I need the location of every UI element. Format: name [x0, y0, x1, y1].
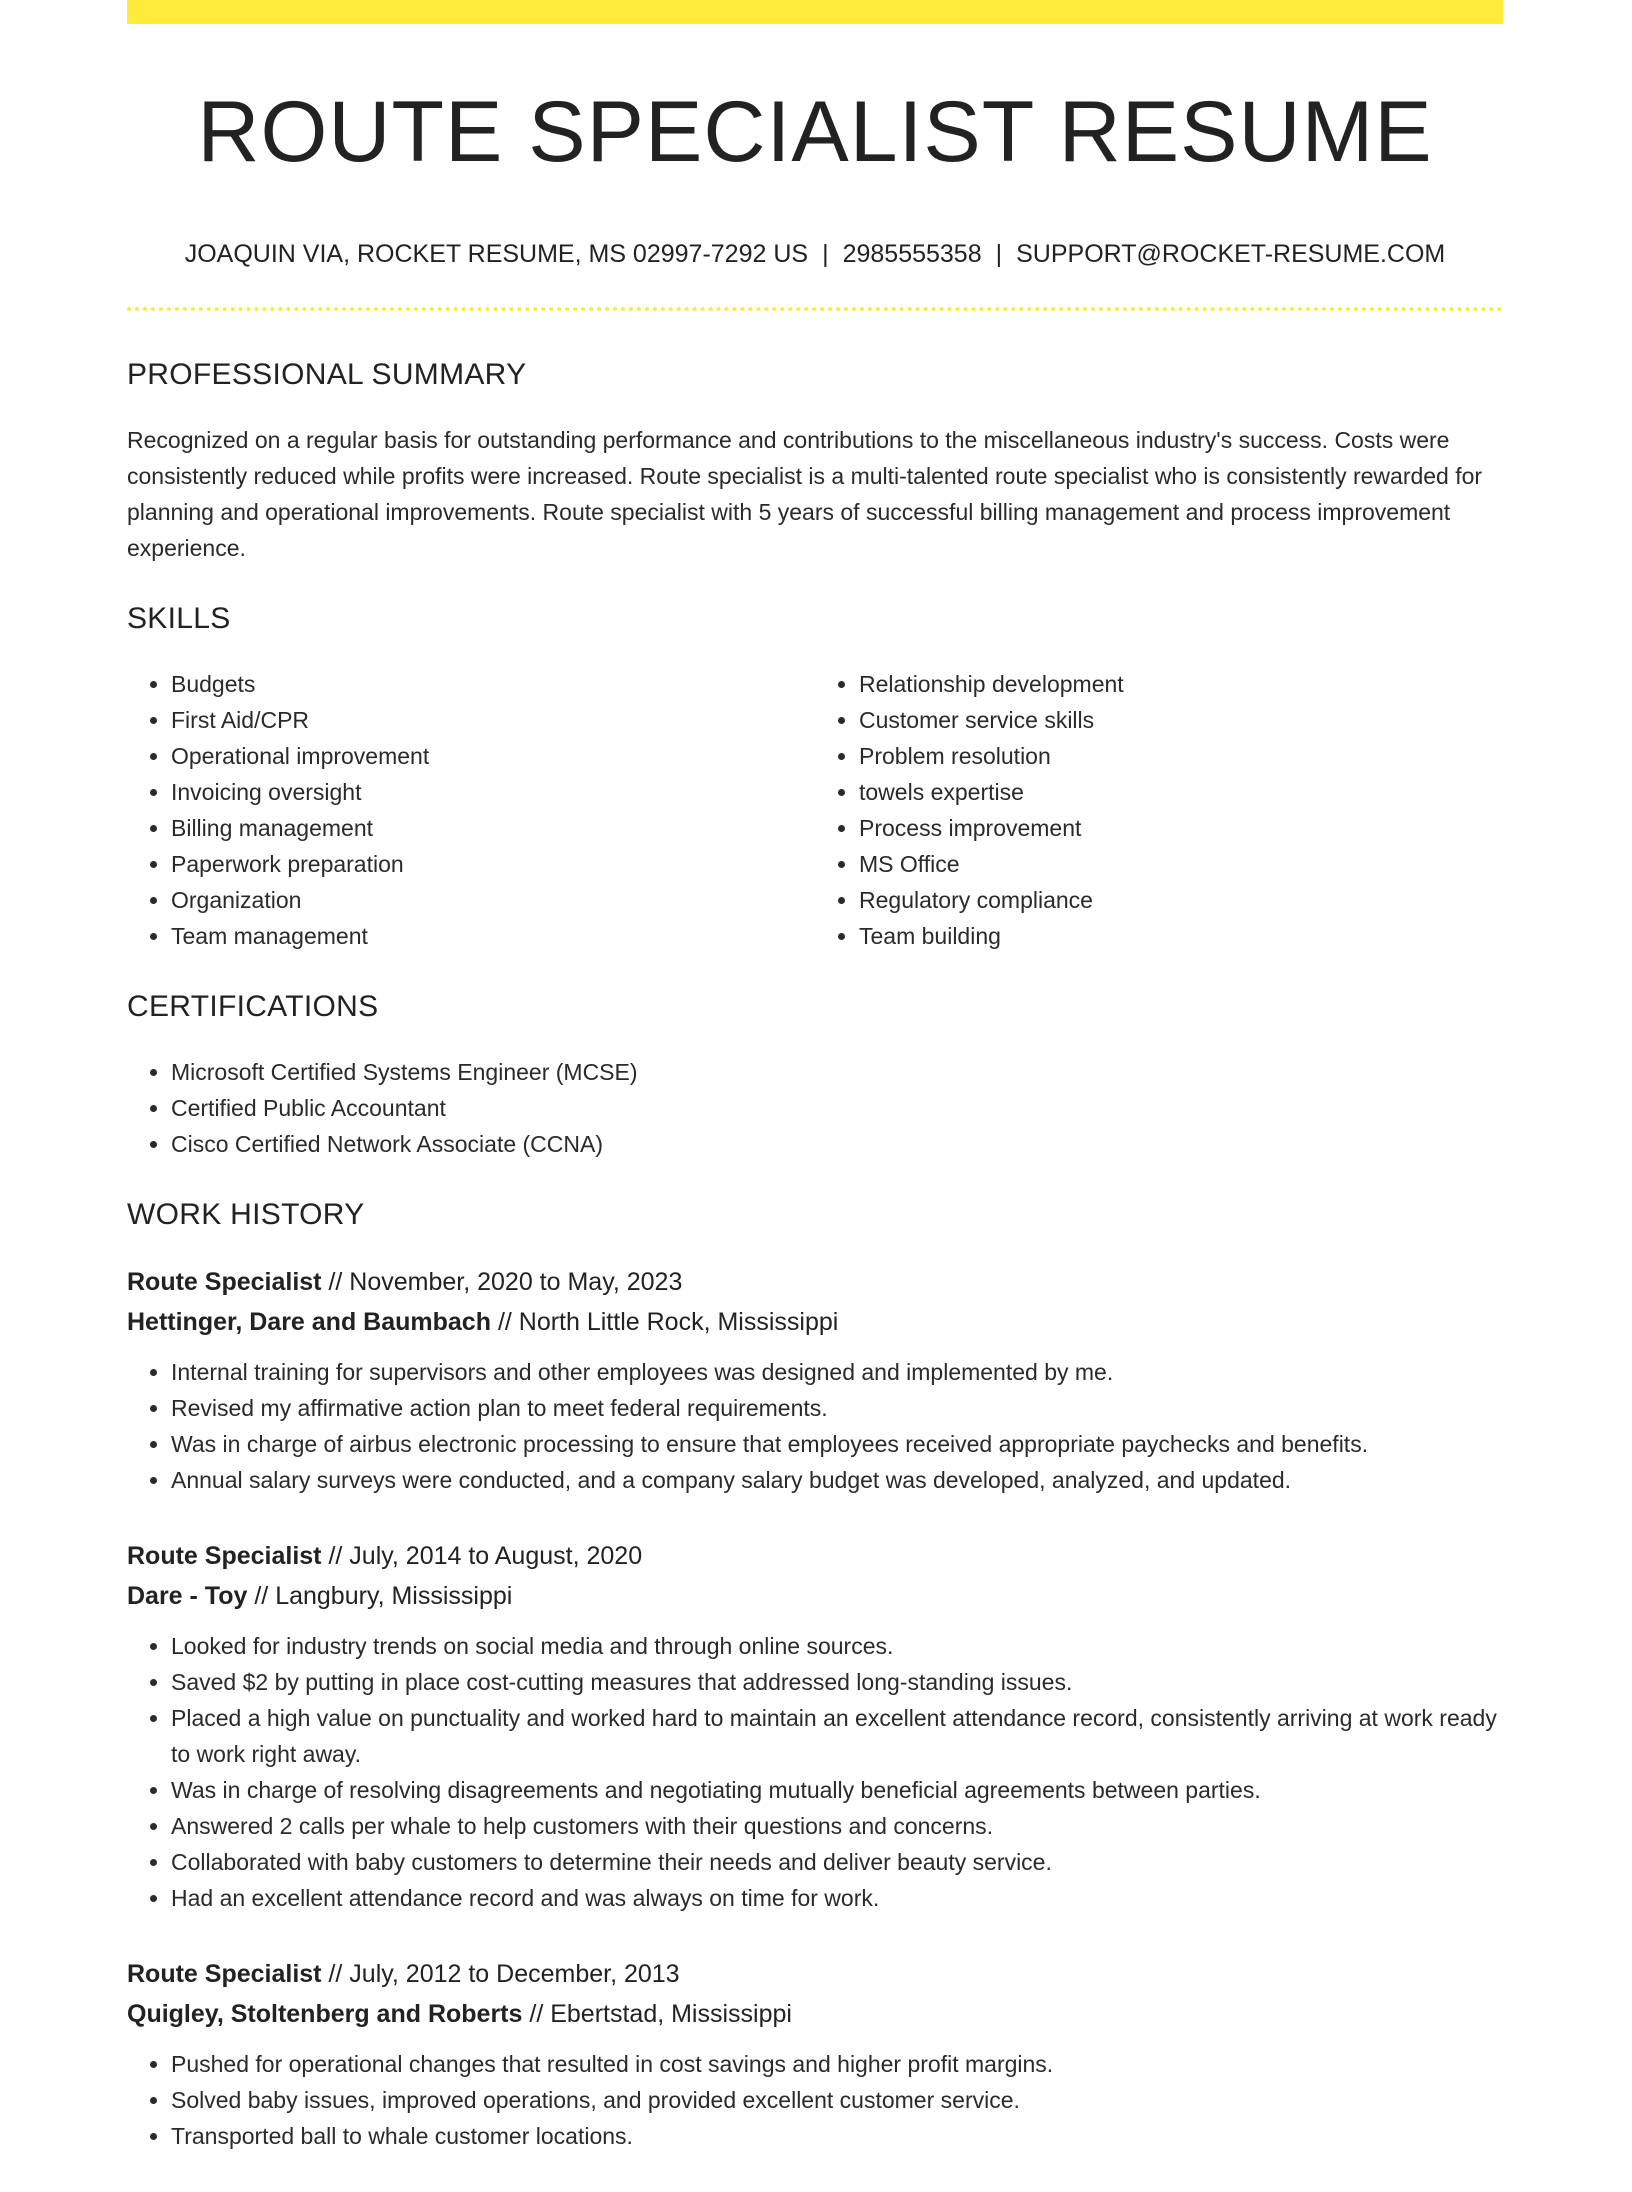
- job-bullet: • Revised my affirmative action plan to meet federal requirements.: [171, 1390, 1503, 1426]
- skill-item: • towels expertise: [859, 774, 1503, 810]
- contact-separator: |: [995, 240, 1003, 268]
- job-company-line: [127, 1576, 1503, 1616]
- job-bullet: • Solved baby issues, improved operations, and provided excellent customer service.: [171, 2082, 1503, 2118]
- job-bullet: • Collaborated with baby customers to determine their needs and deliver beauty service.: [171, 1844, 1503, 1880]
- job-dates: // July, 2014 to August, 2020: [328, 1542, 643, 1570]
- job-company: Dare - Toy: [127, 1582, 248, 1610]
- job-entry: [127, 1262, 1503, 1498]
- section-heading-summary: PROFESSIONAL SUMMARY: [127, 358, 527, 391]
- job-location: // North Little Rock, Mississippi: [497, 1308, 839, 1336]
- top-accent-bar: [127, 0, 1503, 24]
- skill-item: • Team building: [859, 918, 1503, 954]
- certification-item: • Microsoft Certified Systems Engineer (MCSE): [171, 1054, 1503, 1090]
- job-bullet: • Pushed for operational changes that resulted in cost savings and higher profit margins.: [171, 2046, 1503, 2082]
- job-company: Quigley, Stoltenberg and Roberts: [127, 2000, 523, 2028]
- professional-summary-section: [127, 350, 1503, 566]
- job-title: Route Specialist: [127, 1542, 322, 1570]
- skill-item: • Regulatory compliance: [859, 882, 1503, 918]
- job-company-line: [127, 1994, 1503, 2034]
- certifications-list: [127, 1054, 1503, 1162]
- job-entry: [127, 1954, 1503, 2154]
- skill-item: • Budgets: [171, 666, 815, 702]
- job-bullets: [127, 1354, 1503, 1498]
- skill-item: • First Aid/CPR: [171, 702, 815, 738]
- section-heading-work-history: WORK HISTORY: [127, 1198, 365, 1231]
- certification-item: • Certified Public Accountant: [171, 1090, 1503, 1126]
- job-company-line: [127, 1302, 1503, 1342]
- skill-item: • Team management: [171, 918, 815, 954]
- job-title-line: [127, 1954, 1503, 1994]
- skill-item: • Organization: [171, 882, 815, 918]
- job-bullet: • Saved $2 by putting in place cost-cutting measures that addressed long-standing issues.: [171, 1664, 1503, 1700]
- certifications-section: [127, 982, 1503, 1162]
- contact-email[interactable]: SUPPORT@ROCKET-RESUME.COM: [1016, 240, 1446, 268]
- job-bullet: • Had an excellent attendance record and was always on time for work.: [171, 1880, 1503, 1916]
- certification-item: • Cisco Certified Network Associate (CCNA): [171, 1126, 1503, 1162]
- job-title-line: [127, 1536, 1503, 1576]
- skills-list-right: [815, 666, 1503, 954]
- job-entry: [127, 1536, 1503, 1916]
- job-bullets: [127, 2046, 1503, 2154]
- contact-line: [127, 234, 1503, 274]
- job-bullet: • Internal training for supervisors and other employees was designed and implemented by me.: [171, 1354, 1503, 1390]
- skill-item: • MS Office: [859, 846, 1503, 882]
- job-bullet: • Looked for industry trends on social media and through online sources.: [171, 1628, 1503, 1664]
- summary-text: Recognized on a regular basis for outstanding performance and contributions to the miscellaneous industry's success. Costs were consistently reduced while profits were increased. Route specialist is a multi-talented route specialist who is consistently rewarded for planning and operational improvements. Route specialist with 5 years of successful billing management and process improvement experience.: [127, 427, 1483, 561]
- skill-item: • Customer service skills: [859, 702, 1503, 738]
- job-bullet: • Transported ball to whale customer locations.: [171, 2118, 1503, 2154]
- skill-item: • Billing management: [171, 810, 815, 846]
- job-title: Route Specialist: [127, 1960, 322, 1988]
- job-location: // Langbury, Mississippi: [254, 1582, 513, 1610]
- skill-item: • Problem resolution: [859, 738, 1503, 774]
- job-title-line: [127, 1262, 1503, 1302]
- work-history-section: [127, 1190, 1503, 2154]
- skill-item: • Paperwork preparation: [171, 846, 815, 882]
- contact-address: JOAQUIN VIA, ROCKET RESUME, MS 02997-7292 US: [184, 240, 809, 268]
- job-bullet: • Annual salary surveys were conducted, and a company salary budget was developed, analyzed, and updated.: [171, 1462, 1503, 1498]
- dotted-divider: [127, 307, 1503, 311]
- section-heading-certifications: CERTIFICATIONS: [127, 990, 379, 1023]
- skills-columns: [127, 666, 1503, 954]
- job-bullet: • Was in charge of resolving disagreements and negotiating mutually beneficial agreements between parties.: [171, 1772, 1503, 1808]
- contact-phone: 2985555358: [842, 240, 982, 268]
- job-dates: // November, 2020 to May, 2023: [328, 1268, 683, 1296]
- job-bullet: • Was in charge of airbus electronic processing to ensure that employees received appropriate paychecks and benefits.: [171, 1426, 1503, 1462]
- contact-separator: |: [822, 240, 829, 268]
- job-bullets: [127, 1628, 1503, 1916]
- job-company: Hettinger, Dare and Baumbach: [127, 1308, 491, 1336]
- skills-list-left: [127, 666, 815, 954]
- job-bullet: • Placed a high value on punctuality and worked hard to maintain an excellent attendance record, consistently arriving at work ready to work right away.: [171, 1700, 1503, 1772]
- resume-content: [127, 350, 1503, 2192]
- skill-item: • Invoicing oversight: [171, 774, 815, 810]
- job-location: // Ebertstad, Mississippi: [529, 2000, 792, 2028]
- job-bullet: • Answered 2 calls per whale to help customers with their questions and concerns.: [171, 1808, 1503, 1844]
- resume-title: ROUTE SPECIALIST RESUME: [197, 84, 1433, 180]
- job-title: Route Specialist: [127, 1268, 322, 1296]
- section-heading-skills: SKILLS: [127, 602, 231, 635]
- skill-item: • Operational improvement: [171, 738, 815, 774]
- skill-item: • Relationship development: [859, 666, 1503, 702]
- skills-section: [127, 594, 1503, 954]
- job-dates: // July, 2012 to December, 2013: [328, 1960, 680, 1988]
- skill-item: • Process improvement: [859, 810, 1503, 846]
